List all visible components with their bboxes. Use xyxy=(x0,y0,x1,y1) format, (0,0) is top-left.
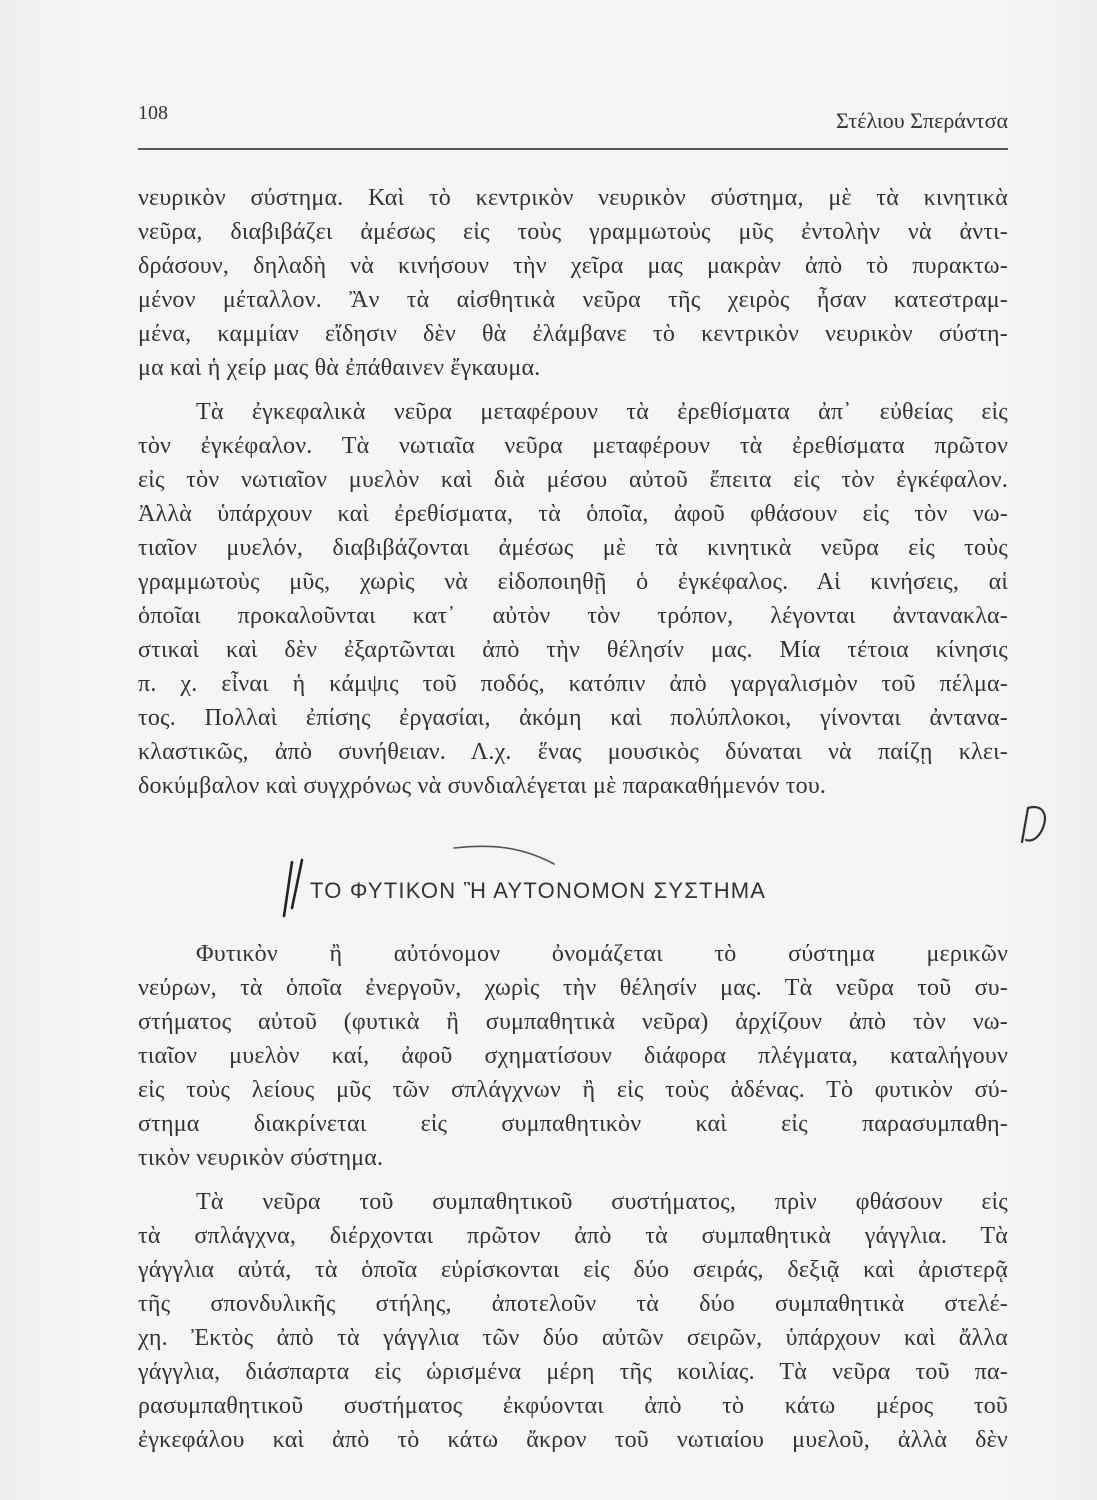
text-line: μένα, καμμίαν εἴδησιν δὲν θὰ ἐλάμβανε τὸ κεντρικὸν νευρικὸν σύστη- xyxy=(138,321,1008,347)
header-rule xyxy=(138,148,1008,150)
pencil-stroke xyxy=(450,840,560,870)
text-line: μένον μέταλλον. Ἂν τὰ αἰσθητικὰ νεῦρα τῆς χειρὸς ἦσαν κατεστραμ- xyxy=(138,287,1008,313)
section-heading: ΤΟ ΦΥΤΙΚΟΝ Ἢ ΑΥΤΟΝΟΜΟΝ ΣΥΣΤΗΜΑ xyxy=(310,878,767,903)
text-line: γάγγλια αὐτά, τὰ ὁποῖα εὑρίσκονται εἰς δύο σειράς, δεξιᾷ καὶ ἀριστερᾷ xyxy=(138,1257,1008,1283)
text-line: τῆς σπονδυλικῆς στήλης, ἀποτελοῦν τὰ δύο συμπαθητικὰ στελέ- xyxy=(138,1291,1008,1317)
text-line: στημα διακρίνεται εἰς συμπαθητικὸν καὶ εἰς παρασυμπαθη- xyxy=(138,1111,1008,1137)
text-line: τὸν ἐγκέφαλον. Τὰ νωτιαῖα νεῦρα μεταφέρουν τὰ ἐρεθίσματα πρῶτον xyxy=(138,433,1008,459)
text-line: μα καὶ ἡ χείρ μας θὰ ἐπάθαινεν ἔγκαυμα. xyxy=(138,355,541,381)
text-line: Φυτικὸν ἢ αὐτόνομον ὀνομάζεται τὸ σύστημα μερικῶν xyxy=(196,941,1008,967)
text-line: ὁποῖαι προκαλοῦνται κατ᾽ αὐτὸν τὸν τρόπον, λέγονται ἀντανακλα- xyxy=(138,603,1008,629)
running-head: Στέλιου Σπεράντσα xyxy=(835,108,1008,133)
text-line: δράσουν, δηλαδὴ νὰ κινήσουν τὴν χεῖρα μας μακρὰν ἀπὸ τὸ πυρακτω- xyxy=(138,253,1008,279)
text-line: νεῦρα, διαβιβάζει ἀμέσως εἰς τοὺς γραμμωτοὺς μῦς ἐντολὴν νὰ ἀντι- xyxy=(138,219,1008,245)
text-line: Τὰ νεῦρα τοῦ συμπαθητικοῦ συστήματος, πρὶν φθάσουν εἰς xyxy=(196,1189,1008,1215)
text-line: δοκύμβαλον καὶ συγχρόνως νὰ συνδιαλέγεται μὲ παρακαθήμενόν του. xyxy=(138,773,827,799)
page-header xyxy=(138,100,1008,140)
handwritten-mark xyxy=(1012,800,1058,846)
page-number: 108 xyxy=(138,102,168,124)
text-line: Τὰ ἐγκεφαλικὰ νεῦρα μεταφέρουν τὰ ἐρεθίσματα ἀπ᾽ εὐθείας εἰς xyxy=(196,399,1008,425)
text-line: νεύρων, τὰ ὁποῖα ἐνεργοῦν, χωρὶς τὴν θέλησίν μας. Τὰ νεῦρα τοῦ συ- xyxy=(138,975,1008,1001)
section-mark xyxy=(278,858,314,920)
text-line: τὰ σπλάγχνα, διέρχονται πρῶτον ἀπὸ τὰ συμπαθητικὰ γάγγλια. Τὰ xyxy=(138,1223,1008,1249)
text-line: τικὸν νευρικὸν σύστημα. xyxy=(138,1145,384,1171)
text-line: ἐγκεφάλου καὶ ἀπὸ τὸ κάτω ἄκρον τοῦ νωτιαίου μυελοῦ, ἀλλὰ δὲν xyxy=(138,1427,1008,1453)
text-line: στικαὶ καὶ δὲν ἐξαρτῶνται ἀπὸ τὴν θέλησίν μας. Μία τέτοια κίνησις xyxy=(138,637,1008,663)
text-line: γάγγλια, διάσπαρτα εἰς ὡρισμένα μέρη τῆς κοιλίας. Τὰ νεῦρα τοῦ πα- xyxy=(138,1359,1008,1385)
text-line: τος. Πολλαὶ ἐπίσης ἐργασίαι, ἀκόμη καὶ πολύπλοκοι, γίνονται ἀντανα- xyxy=(138,705,1008,731)
text-line: τιαῖον μυελόν, διαβιβάζονται ἀμέσως μὲ τὰ κινητικὰ νεῦρα εἰς τοὺς xyxy=(138,535,1008,561)
text-line: Ἀλλὰ ὑπάρχουν καὶ ἐρεθίσματα, τὰ ὁποῖα, ἀφοῦ φθάσουν εἰς τὸν νω- xyxy=(138,501,1008,527)
text-line: τιαῖον μυελὸν καί, ἀφοῦ σχηματίσουν διάφορα πλέγματα, καταλήγουν xyxy=(138,1043,1008,1069)
text-line: π. χ. εἶναι ἡ κάμψις τοῦ ποδός, κατόπιν ἀπὸ γαργαλισμὸν τοῦ πέλμα- xyxy=(138,671,1008,697)
text-line: στήματος αὐτοῦ (φυτικὰ ἢ συμπαθητικὰ νεῦρα) ἀρχίζουν ἀπὸ τὸν νω- xyxy=(138,1009,1008,1035)
text-line: εἰς τοὺς λείους μῦς τῶν σπλάγχνων ἢ εἰς τοὺς ἀδένας. Τὸ φυτικὸν σύ- xyxy=(138,1077,1008,1103)
text-line: ρασυμπαθητικοῦ συστήματος ἐκφύονται ἀπὸ τὸ κάτω μέρος τοῦ xyxy=(138,1393,1008,1419)
text-line: εἰς τὸν νωτιαῖον μυελὸν καὶ διὰ μέσου αὐτοῦ ἔπειτα εἰς τὸν ἐγκέφαλον. xyxy=(138,467,1008,493)
text-line: κλαστικῶς, ἀπὸ συνήθειαν. Λ.χ. ἕνας μουσικὸς δύναται νὰ παίζῃ κλει- xyxy=(138,739,1008,765)
text-line: χη. Ἐκτὸς ἀπὸ τὰ γάγγλια τῶν δύο αὐτῶν σειρῶν, ὑπάρχουν καὶ ἄλλα xyxy=(138,1325,1008,1351)
text-line: νευρικὸν σύστημα. Καὶ τὸ κεντρικὸν νευρικὸν σύστημα, μὲ τὰ κινητικὰ xyxy=(138,185,1008,211)
text-line: γραμμωτοὺς μῦς, χωρὶς νὰ εἰδοποιηθῇ ὁ ἐγκέφαλος. Αἱ κινήσεις, αἱ xyxy=(138,569,1008,595)
